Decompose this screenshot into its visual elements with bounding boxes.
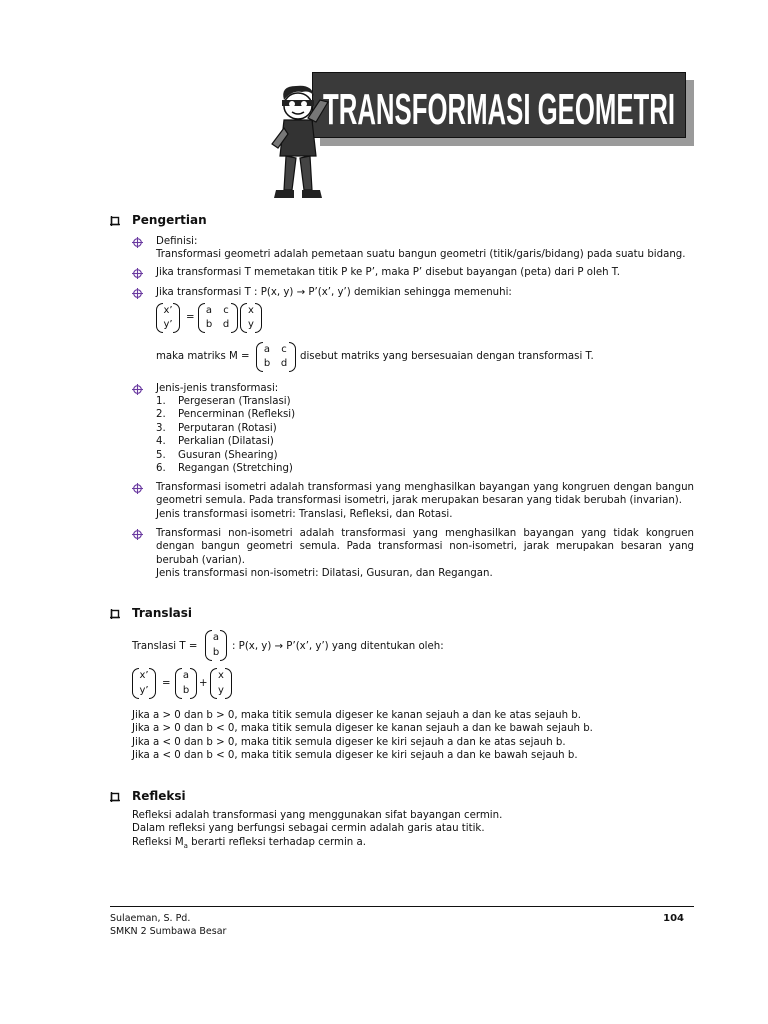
translasi-rules: [132, 709, 593, 763]
matrix-equals: =: [186, 312, 195, 323]
definisi-text: Transformasi geometri adalah pemetaan suatu bangun geometri (titik/garis/bidang) pada suatu bidang.: [156, 249, 686, 260]
list-item: Jika a < 0 dan b < 0, maka titik semula digeser ke kiri sejauh a dan ke bawah sejauh b.: [132, 750, 578, 762]
syarat-text: Jika transformasi T : P(x, y) → P’(x’, y’) demikian sehingga memenuhi:: [156, 287, 512, 298]
isometri-text: Transformasi isometri adalah transformasi yang menghasilkan bayangan yang kongruen dengan bangun geometri semula. Pada transformasi isometri, jarak merupakan besaran yang tidak berubah (invarian).: [156, 482, 694, 507]
section-heading-pengertian: Pengertian: [132, 213, 207, 227]
nonisometri-jenis: Jenis transformasi non-isometri: Dilatasi, Gusuran, dan Regangan.: [156, 568, 493, 579]
definisi-label: Definisi:: [156, 236, 198, 247]
matrix-lhs: x’ y’: [156, 303, 180, 333]
section-heading-translasi: Translasi: [132, 606, 193, 620]
matrix-m-def: a c b d: [256, 342, 296, 372]
crosshair-bullet-icon: [132, 384, 143, 395]
isometri-jenis: Jenis transformasi isometri: Translasi, Refleksi, dan Rotasi.: [156, 509, 453, 520]
section-bullet-icon: [110, 216, 120, 226]
list-item: Jika a < 0 dan b > 0, maka titik semula digeser ke kiri sejauh a dan ke atas sejauh b.: [132, 736, 566, 748]
mascot-illustration: [262, 78, 334, 202]
translasi-def-prefix: Translasi T =: [132, 641, 198, 652]
bayangan-text: Jika transformasi T memetakan titik P ke P’, maka P’ disebut bayangan (peta) dari P oleh T.: [156, 267, 621, 278]
refleksi-line: Refleksi adalah transformasi yang menggunakan sifat bayangan cermin.: [132, 810, 503, 821]
translasi-def-suffix: : P(x, y) → P’(x’, y’) yang ditentukan oleh:: [232, 641, 444, 652]
matrix-m: a c b d: [198, 303, 238, 333]
title-banner: [312, 72, 694, 146]
section-bullet-icon: [110, 792, 120, 802]
crosshair-bullet-icon: [132, 237, 143, 248]
crosshair-bullet-icon: [132, 483, 143, 494]
list-item: Jika a > 0 dan b > 0, maka titik semula digeser ke kanan sejauh a dan ke atas sejauh b.: [132, 710, 581, 721]
refleksi-body: [132, 809, 502, 853]
jenis-label: Jenis-jenis transformasi:: [156, 383, 279, 394]
footer-author: Sulaeman, S. Pd.: [110, 913, 191, 924]
page-number: 104: [663, 913, 684, 924]
translasi-eq-plus: +: [199, 678, 208, 689]
footer-school: SMKN 2 Sumbawa Besar: [110, 926, 227, 937]
section-bullet-icon: [110, 609, 120, 619]
list-item: Jika a > 0 dan b < 0, maka titik semula digeser ke kanan sejauh a dan ke bawah sejauh b.: [132, 723, 593, 735]
section-heading-refleksi: Refleksi: [132, 789, 186, 803]
refleksi-line: Dalam refleksi yang berfungsi sebagai cermin adalah garis atau titik.: [132, 823, 485, 835]
crosshair-bullet-icon: [132, 529, 143, 540]
crosshair-bullet-icon: [132, 268, 143, 279]
translasi-eq-v2: x y: [210, 668, 232, 699]
refleksi-line: Refleksi $M_a$ berarti refleksi terhadap cermin a.: [132, 836, 366, 850]
crosshair-bullet-icon: [132, 288, 143, 299]
translasi-eq-v1: a b: [175, 668, 197, 699]
nonisometri-text: Transformasi non-isometri adalah transformasi yang menghasilkan bayangan yang tidak kongruen dengan bangun geometri semula. Pada transformasi non-isometri, jarak merupakan besaran yang berubah (varian).: [156, 528, 694, 566]
matrix-rhs: x y: [240, 303, 262, 333]
translasi-eq-lhs: x’ y’: [132, 668, 156, 699]
translasi-vector: a b: [205, 630, 227, 661]
maka-prefix: maka matriks M =: [156, 351, 250, 362]
banner-title-text: [312, 72, 686, 138]
maka-suffix: disebut matriks yang bersesuaian dengan transformasi T.: [300, 351, 594, 362]
footer-divider: [110, 906, 694, 907]
translasi-eq-equals: =: [162, 678, 171, 689]
svg-text:TRANSFORMASI GEOMETRI: TRANSFORMASI GEOMETRI: [323, 85, 675, 134]
